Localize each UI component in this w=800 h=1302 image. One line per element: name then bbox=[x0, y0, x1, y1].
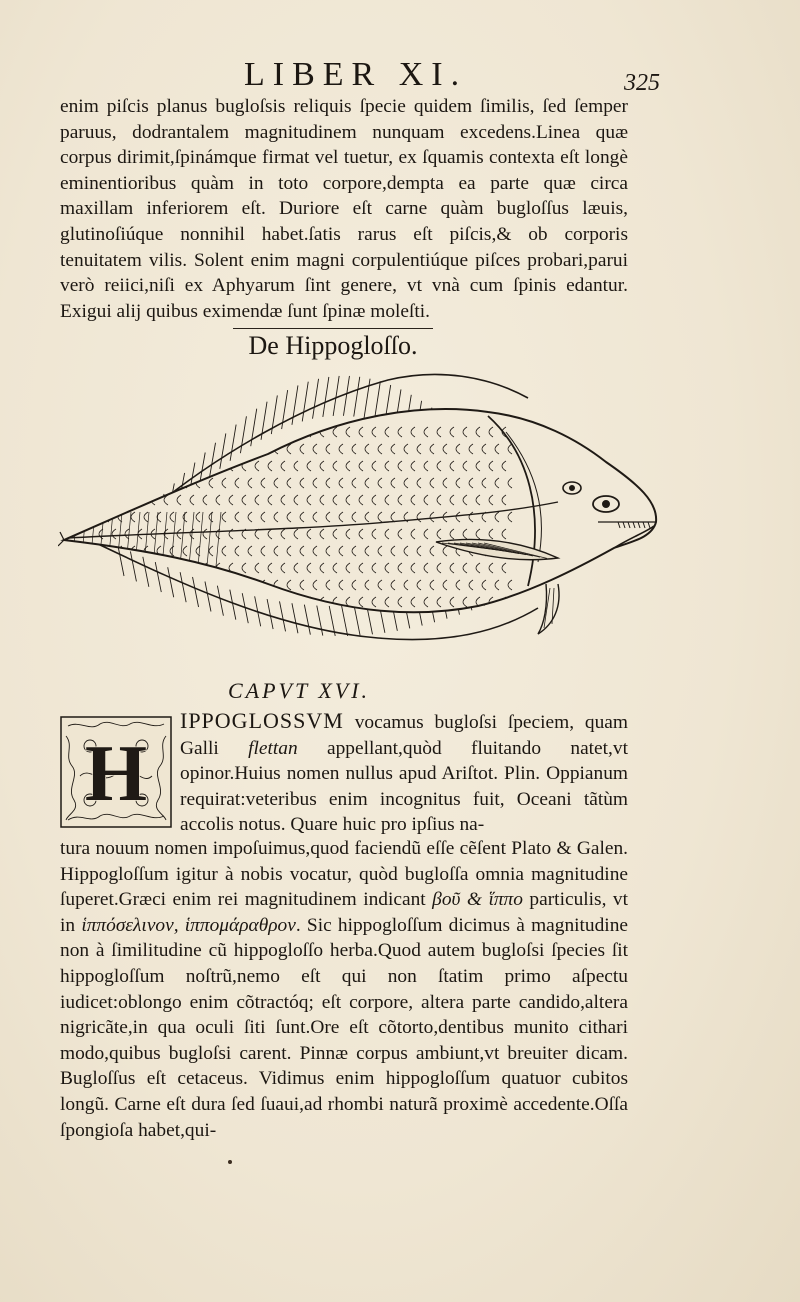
scale-mark bbox=[170, 444, 174, 454]
scale-mark bbox=[125, 495, 129, 505]
scale-mark bbox=[164, 427, 168, 437]
scale-mark bbox=[294, 597, 298, 607]
paragraph-3-greek-2: ἱππόσελινον, ἱππομάραθρον bbox=[81, 914, 296, 936]
scale-mark bbox=[151, 597, 155, 607]
scale-mark bbox=[99, 495, 103, 505]
scale-mark bbox=[203, 427, 207, 437]
scale-mark bbox=[183, 444, 187, 454]
scale-mark bbox=[294, 427, 298, 437]
dorsal-fin-ray bbox=[292, 385, 298, 424]
scale-mark bbox=[222, 580, 226, 590]
scale-mark bbox=[125, 461, 129, 471]
dorsal-fin-ray bbox=[210, 443, 216, 478]
chapter-heading: CAPVT XVI. bbox=[228, 678, 371, 703]
dorsal-fin-ray bbox=[240, 416, 246, 453]
ventral-fin-ray bbox=[180, 572, 186, 602]
scale-mark bbox=[216, 427, 220, 437]
dorsal-fin-ray bbox=[271, 395, 277, 434]
paragraph-1: enim piſcis planus bugloſsis reliquis ſpecie quidem ſimilis, ſed ſemper paruus, dodrantalem magnitudinem nunquam excedens.Linea quæ corpus dirimit,ſpinámque firmat vel tuetur, ex ſquamis contexta eſt longè eminentioribus quàm in toto corpore,dempta ea parte quæ circa maxillam inferiorem eſt. Duriore eſt carne quàm bugloſſus læuis, glutinoſiúque nonnihil habet.ſatis rarus eſt piſcis,& ob corporis tenuitatem vilis. Solent enim magni corpulentiúque piſces probari,parui verò reiici,niſi ex Aphyarum ſint genere, vt vnà cum ſpinis edantur. Exigui alij quibus eximendæ ſunt ſpinæ moleſti. bbox=[60, 96, 628, 322]
scale-mark bbox=[112, 563, 116, 573]
scale-mark bbox=[203, 597, 207, 607]
ink-speck bbox=[228, 1160, 232, 1164]
scale-mark bbox=[144, 444, 148, 454]
paragraph-3-text-b: particulis, vt in bbox=[60, 889, 628, 936]
scale-mark bbox=[99, 461, 103, 471]
scale-mark bbox=[177, 461, 181, 471]
dorsal-fin-ray bbox=[364, 379, 370, 418]
scale-mark bbox=[99, 427, 103, 437]
ventral-fin-ray bbox=[155, 562, 161, 592]
initial-letter: H bbox=[84, 730, 148, 818]
scale-mark bbox=[216, 461, 220, 471]
dorsal-fin-ray bbox=[282, 390, 288, 429]
scale-mark bbox=[151, 427, 155, 437]
ventral-fin-ray bbox=[267, 599, 273, 629]
scale-mark bbox=[164, 597, 168, 607]
scale-mark bbox=[131, 478, 135, 488]
tail-hatch-line bbox=[71, 512, 77, 577]
dorsal-fin-ray bbox=[313, 379, 319, 419]
dorsal-fin-ray bbox=[333, 376, 339, 416]
paragraph-2-italic: flettan bbox=[248, 737, 298, 759]
dorsal-fin-ray bbox=[261, 402, 267, 440]
ventral-fin-ray bbox=[217, 586, 223, 616]
scale-mark bbox=[190, 427, 194, 437]
scale-mark bbox=[151, 461, 155, 471]
scale-mark bbox=[177, 427, 181, 437]
ventral-fin-ray bbox=[130, 551, 136, 581]
scale-mark bbox=[190, 597, 194, 607]
scale-mark bbox=[118, 478, 122, 488]
ventral-fin-ray bbox=[118, 546, 124, 576]
page-number: 325 bbox=[624, 70, 660, 96]
scale-mark bbox=[209, 580, 213, 590]
paragraph-3-text-c: . Sic hippogloſſum dicimus à magnitudine non à ſimilitudine cũ hippogloſſo herba.Quod autem bugloſsi ſpecies ſit hippogloſſum noſtrũ,nemo eſt qui non ſtatim primo aſpectu iudicet:oblongo enim cõtractóq; eſt corpore, altera parte candido,altera nigricãte,in qua oculi ſiti ſunt.Ore eſt cõtorto,dentibus munito cithari modo,quibus bugloſsi carent. Pinnæ corpus ambiunt,vt breuiter dicam. Bugloſſus eſt cetaceus. Vidimus enim hippogloſſum quatuor cubitos longũ. Carne eſt dura ſed ſuaui,ad rhombi naturã proximè accedente.Oſſa ſpongioſa habet,qui- bbox=[60, 914, 629, 1141]
scale-mark bbox=[125, 563, 129, 573]
ventral-fin-ray bbox=[168, 567, 174, 597]
scale-mark bbox=[125, 597, 129, 607]
section-title: De Hippogloſſo. bbox=[233, 328, 433, 361]
ventral-fin-ray bbox=[317, 606, 323, 636]
paragraph-3-greek-1: βοῦ & ἵππο bbox=[432, 889, 523, 911]
scale-mark bbox=[118, 580, 122, 590]
scale-mark bbox=[105, 478, 109, 488]
dorsal-fin-ray bbox=[354, 377, 360, 417]
scale-mark bbox=[248, 444, 252, 454]
scale-mark bbox=[125, 427, 129, 437]
scale-mark bbox=[157, 478, 161, 488]
scale-mark bbox=[281, 597, 285, 607]
running-title: LIBER XI. bbox=[244, 56, 468, 93]
dorsal-fin-ray bbox=[302, 382, 308, 422]
dorsal-fin-ray bbox=[251, 409, 257, 447]
paragraph-2-text-b: appellant,quòd fluitando natet,vt opinor.Huius nomen nullus apud Ariſtot. Plin. Oppianum requirat:veteribus enim incognitus fuit, Oceani tãtùm accolis notus. Quare huic pro ipſius na- bbox=[180, 737, 628, 836]
scale-mark bbox=[131, 580, 135, 590]
scale-mark bbox=[138, 461, 142, 471]
paragraph-3 bbox=[60, 836, 628, 1143]
ventral-fin-ray bbox=[292, 603, 298, 633]
scale-mark bbox=[177, 597, 181, 607]
scale-mark bbox=[112, 427, 116, 437]
dorsal-fin-ray bbox=[220, 433, 226, 468]
scale-mark bbox=[196, 444, 200, 454]
scale-mark bbox=[151, 563, 155, 573]
scale-mark bbox=[235, 580, 239, 590]
dorsal-fin-ray bbox=[323, 377, 329, 417]
scale-mark bbox=[164, 461, 168, 471]
scale-mark bbox=[144, 478, 148, 488]
scale-mark bbox=[138, 495, 142, 505]
ventral-fin-ray bbox=[304, 605, 310, 635]
scale-mark bbox=[190, 563, 194, 573]
scale-mark bbox=[261, 444, 265, 454]
scale-mark bbox=[112, 597, 116, 607]
paragraph-2 bbox=[180, 708, 628, 838]
scale-mark bbox=[99, 563, 103, 573]
scale-mark bbox=[105, 444, 109, 454]
scale-mark bbox=[157, 444, 161, 454]
ventral-fin-ray bbox=[205, 581, 211, 611]
tail-hatch-line bbox=[62, 512, 68, 577]
paragraph-2-text-a: vocamus bugloſsi ſpeciem, quam Galli bbox=[180, 712, 628, 759]
scale-mark bbox=[112, 461, 116, 471]
halibut-woodcut bbox=[58, 362, 662, 662]
paragraph-3-text-a: tura nouum nomen impoſuimus,quod faciendũ eſſe cẽſent Plato & Galen. Hippogloſſum igitur à nobis vocatur, quòd bugloſſa omnia magnitudine ſuperet.Græci enim rei magnitudinem indicant bbox=[60, 838, 628, 911]
tail-hatch-line bbox=[80, 512, 86, 577]
scale-mark bbox=[131, 444, 135, 454]
scale-mark bbox=[209, 444, 213, 454]
page-header bbox=[0, 56, 800, 96]
dorsal-fin-ray bbox=[230, 425, 236, 461]
ventral-fin-ray bbox=[143, 557, 149, 587]
scale-mark bbox=[99, 597, 103, 607]
scale-mark bbox=[105, 580, 109, 590]
scale-mark bbox=[229, 427, 233, 437]
scale-mark bbox=[248, 580, 252, 590]
ventral-fin-ray bbox=[342, 606, 348, 636]
paragraph-2-lead: IPPOGLOSSVM bbox=[180, 708, 344, 733]
ventral-fin-ray bbox=[193, 577, 199, 607]
scale-mark bbox=[112, 495, 116, 505]
scale-mark bbox=[138, 597, 142, 607]
ventral-fin-ray bbox=[354, 605, 360, 635]
scale-mark bbox=[177, 563, 181, 573]
ventral-fin-ray bbox=[280, 601, 286, 631]
scale-mark bbox=[118, 444, 122, 454]
decorated-initial-h bbox=[60, 716, 172, 828]
scale-mark bbox=[138, 427, 142, 437]
dorsal-fin-ray bbox=[343, 376, 349, 416]
